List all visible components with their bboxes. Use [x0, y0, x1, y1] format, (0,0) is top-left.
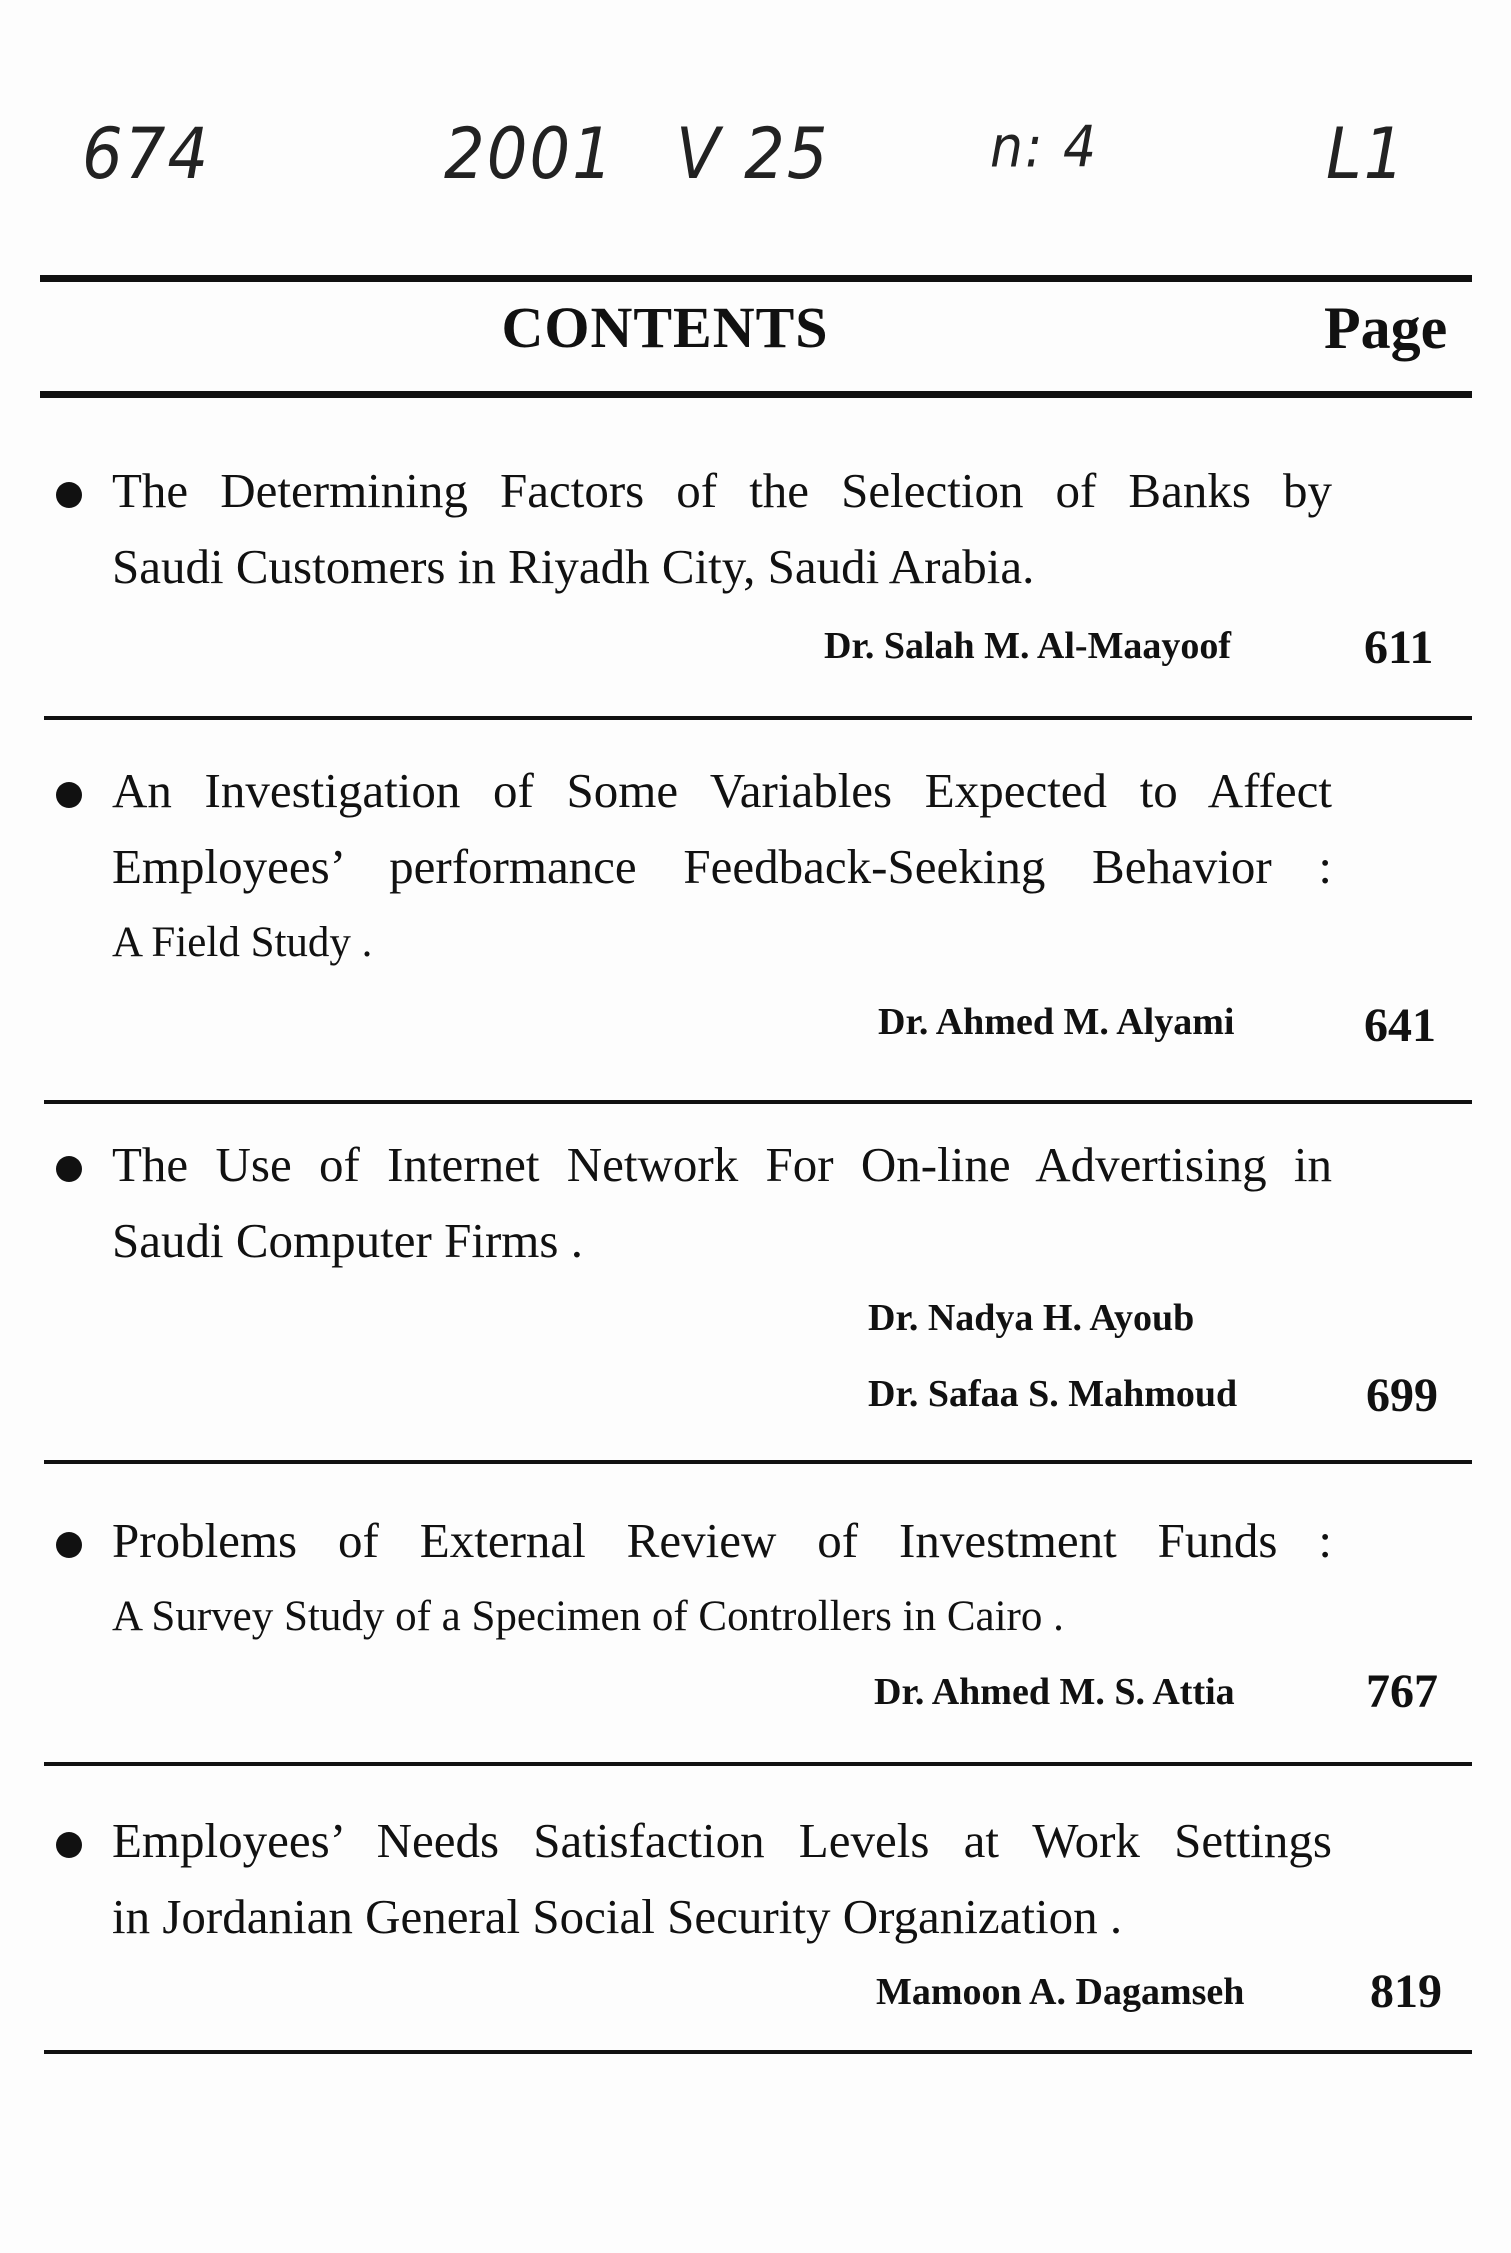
entry-author: Dr. Salah M. Al-Maayoof: [824, 625, 1232, 667]
contents-entry: [48, 462, 1448, 682]
handwritten-annotation: 2001: [444, 114, 615, 196]
entry-author: Dr. Safaa S. Mahmoud: [868, 1373, 1238, 1415]
entry-divider: [44, 1100, 1472, 1104]
header-bottom-rule: [40, 391, 1472, 398]
page-column-heading: Page: [1324, 295, 1448, 361]
contents-entry: [48, 1812, 1448, 2042]
handwritten-annotation: n: 4: [990, 115, 1099, 181]
entry-title-line: The Determining Factors of the Selection of Banks by: [112, 463, 1332, 518]
entry-author: Mamoon A. Dagamseh: [876, 1971, 1245, 2013]
entry-page-number: 641: [1364, 999, 1436, 1052]
entry-title-line: Employees’ Needs Satisfaction Levels at Work Settings: [112, 1813, 1332, 1868]
entry-divider: [44, 716, 1472, 720]
contents-entry: [48, 1136, 1448, 1436]
contents-heading: CONTENTS: [501, 295, 829, 360]
entry-author: Dr. Nadya H. Ayoub: [868, 1297, 1195, 1339]
bullet-icon: [56, 1156, 82, 1182]
entry-divider: [44, 1762, 1472, 1766]
entry-page-number: 819: [1370, 1965, 1442, 2018]
header-top-rule: [40, 275, 1472, 282]
entry-author: Dr. Ahmed M. S. Attia: [874, 1671, 1235, 1713]
entry-title-line: Saudi Customers in Riyadh City, Saudi Arabia.: [112, 539, 1035, 594]
entry-divider: [44, 1460, 1472, 1464]
entry-divider: [44, 2050, 1472, 2054]
entry-page-number: 611: [1364, 621, 1434, 674]
entry-title-line: An Investigation of Some Variables Expected to Affect: [112, 763, 1332, 818]
entry-title-line: A Survey Study of a Specimen of Controllers in Cairo .: [112, 1593, 1064, 1640]
entry-title-line: The Use of Internet Network For On-line Advertising in: [112, 1137, 1332, 1192]
entry-title-line: Saudi Computer Firms .: [112, 1213, 583, 1268]
handwritten-annotation: 674: [82, 114, 211, 196]
entry-author: Dr. Ahmed M. Alyami: [878, 1001, 1235, 1043]
entry-page-number: 767: [1366, 1665, 1438, 1718]
bullet-icon: [56, 1532, 82, 1558]
entry-title-line: in Jordanian General Social Security Organization .: [112, 1889, 1123, 1944]
handwritten-annotation: V 25: [676, 114, 830, 196]
contents-entry: [48, 1512, 1448, 1742]
entry-page-number: 699: [1366, 1369, 1438, 1422]
bullet-icon: [56, 1832, 82, 1858]
bullet-icon: [56, 482, 82, 508]
entry-title-line: Employees’ performance Feedback-Seeking Behavior :: [112, 839, 1332, 894]
entry-title-line: A Field Study .: [112, 919, 373, 966]
entry-title-line: Problems of External Review of Investment Funds :: [112, 1513, 1332, 1568]
contents-entry: [48, 762, 1448, 1062]
bullet-icon: [56, 782, 82, 808]
handwritten-annotation: L1: [1326, 114, 1407, 196]
